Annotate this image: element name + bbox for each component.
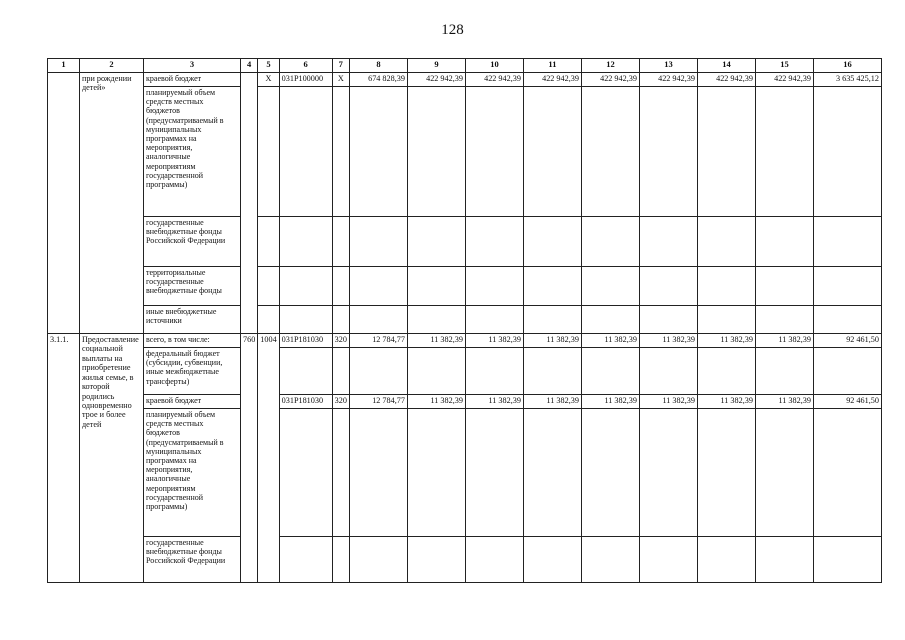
value-cell: 11 382,39 — [407, 395, 465, 409]
table-row — [48, 306, 882, 334]
value-cell: 11 382,39 — [465, 395, 523, 409]
code-cell — [241, 73, 258, 334]
table-row — [48, 334, 882, 348]
col-header: 13 — [639, 59, 697, 73]
budget-table — [47, 58, 882, 583]
col-header: 11 — [523, 59, 581, 73]
value-cell: 674 828,39 — [349, 73, 407, 87]
funding-source-cell: федеральный бюджет (субсидии, субвенции, иные межбюджетные трансферты) — [144, 348, 241, 395]
code-cell: 031P181030 — [279, 334, 332, 348]
value-cell: 3 635 425,12 — [813, 73, 881, 87]
table-row — [48, 73, 882, 87]
value-cell: 11 382,39 — [755, 334, 813, 348]
value-cell: 11 382,39 — [697, 334, 755, 348]
col-header: 6 — [279, 59, 332, 73]
code-cell: Х — [258, 73, 279, 87]
value-cell: 92 461,50 — [813, 395, 881, 409]
header-row — [48, 59, 882, 73]
code-cell: 320 — [332, 334, 349, 348]
table-row — [48, 217, 882, 267]
col-header: 3 — [144, 59, 241, 73]
value-cell: 11 382,39 — [523, 395, 581, 409]
table-row — [48, 395, 882, 409]
col-header: 16 — [813, 59, 881, 73]
row-number-cell — [48, 73, 80, 334]
code-cell: 320 — [332, 395, 349, 409]
value-cell: 92 461,50 — [813, 334, 881, 348]
value-cell: 11 382,39 — [465, 334, 523, 348]
event-name-cell: при рождении детей» — [80, 73, 144, 334]
table-row — [48, 409, 882, 537]
col-header: 7 — [332, 59, 349, 73]
value-cell: 422 942,39 — [465, 73, 523, 87]
value-cell: 11 382,39 — [523, 334, 581, 348]
event-name-cell: Предоставление социальной выплаты на приобретение жилья семье, в которой родились одновременно трое и более детей — [80, 334, 144, 583]
page-number: 128 — [441, 22, 464, 38]
value-cell: 11 382,39 — [581, 395, 639, 409]
value-cell: 422 942,39 — [523, 73, 581, 87]
funding-source-cell: государственные внебюджетные фонды Российской Федерации — [144, 537, 241, 583]
value-cell: 422 942,39 — [581, 73, 639, 87]
table-row — [48, 267, 882, 306]
col-header: 15 — [755, 59, 813, 73]
code-cell: 031P100000 — [279, 73, 332, 87]
value-cell: 422 942,39 — [639, 73, 697, 87]
col-header: 2 — [80, 59, 144, 73]
value-cell: 11 382,39 — [639, 395, 697, 409]
funding-source-cell: государственные внебюджетные фонды Российской Федерации — [144, 217, 241, 267]
col-header: 8 — [349, 59, 407, 73]
value-cell: 12 784,77 — [349, 395, 407, 409]
col-header: 14 — [697, 59, 755, 73]
value-cell: 11 382,39 — [697, 395, 755, 409]
col-header: 10 — [465, 59, 523, 73]
code-cell: Х — [332, 73, 349, 87]
code-cell: 031P181030 — [279, 395, 332, 409]
funding-source-cell: планируемый объем средств местных бюджетов (предусматриваемый в муниципальных программах на мероприятия, аналогичные мероприятиям государственной программы) — [144, 409, 241, 537]
table-row — [48, 537, 882, 583]
funding-source-cell: территориальные государственные внебюджетные фонды — [144, 267, 241, 306]
value-cell: 11 382,39 — [639, 334, 697, 348]
funding-source-cell: краевой бюджет — [144, 73, 241, 87]
funding-source-cell: иные внебюджетные источники — [144, 306, 241, 334]
col-header: 5 — [258, 59, 279, 73]
value-cell: 422 942,39 — [755, 73, 813, 87]
code-cell: 1004 — [258, 334, 279, 583]
value-cell: 422 942,39 — [407, 73, 465, 87]
value-cell: 422 942,39 — [697, 73, 755, 87]
col-header: 9 — [407, 59, 465, 73]
table-row — [48, 348, 882, 395]
value-cell: 11 382,39 — [407, 334, 465, 348]
value-cell: 11 382,39 — [755, 395, 813, 409]
value-cell: 12 784,77 — [349, 334, 407, 348]
col-header: 4 — [241, 59, 258, 73]
funding-source-cell: планируемый объем средств местных бюджетов (предусматриваемый в муниципальных программах на мероприятия, аналогичные мероприятиям государственной программы) — [144, 87, 241, 217]
funding-source-cell: всего, в том числе: — [144, 334, 241, 348]
col-header: 12 — [581, 59, 639, 73]
table-row — [48, 87, 882, 217]
row-number-cell: 3.1.1. — [48, 334, 80, 583]
value-cell: 11 382,39 — [581, 334, 639, 348]
funding-source-cell: краевой бюджет — [144, 395, 241, 409]
col-header: 1 — [48, 59, 80, 73]
code-cell: 760 — [241, 334, 258, 583]
